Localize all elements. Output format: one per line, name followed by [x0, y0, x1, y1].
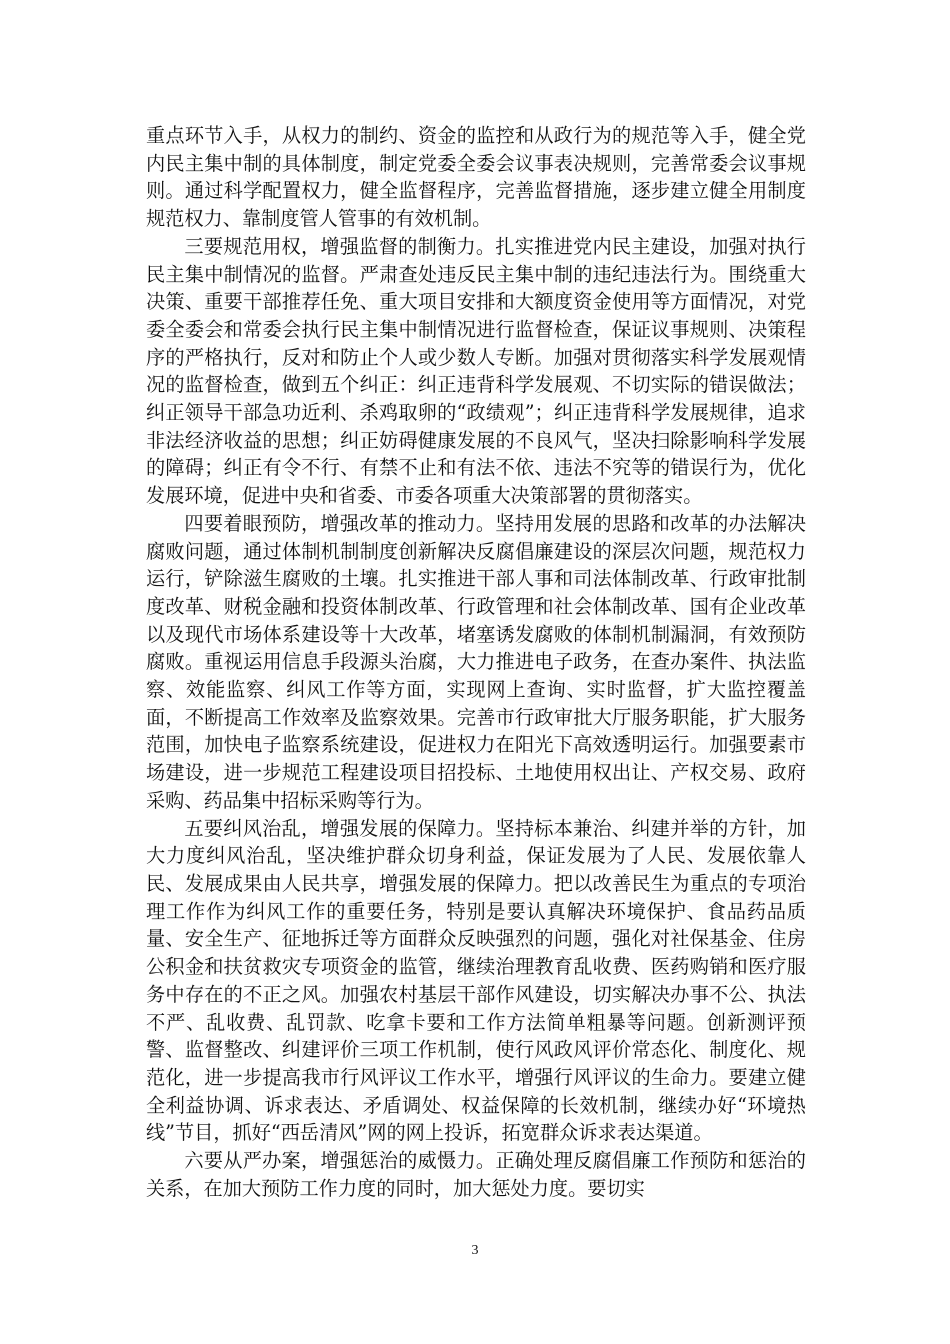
paragraph-regulate-power: 三要规范用权，增强监督的制衡力。扎实推进党内民主建设，加强对执行民主集中制情况的监督。严肃查处违反民主集中制的违纪违法行为。围绕重大决策、重要干部推荐任免、重大项目安排和大额度资金使用等方面情况，对党委全委会和常委会执行民主集中制情况进行监督检查，保证议事规则、决策程序的严格执行，反对和防止个人或少数人专断。加强对贯彻落实科学发展观情况的监督检查，做到五个纠正：纠正违背科学发展观、不切实际的错误做法；纠正领导干部急功近利、杀鸡取卵的“政绩观”；纠正违背科学发展规律，追求非法经济收益的思想；纠正妨碍健康发展的不良风气，坚决扫除影响科学发展的障碍；纠正有令不行、有禁不止和有法不依、违法不究等的错误行为，优化发展环境，促进中央和省委、市委各项重大决策部署的贯彻落实。 [146, 234, 806, 508]
paragraph-continuation: 重点环节入手，从权力的制约、资金的监控和从政行为的规范等入手，健全党内民主集中制的具体制度，制定党委全委会议事表决规则，完善常委会议事规则。通过科学配置权力，健全监督程序，完善监督措施，逐步建立健全用制度规范权力、靠制度管人管事的有效机制。 [146, 124, 806, 231]
document-body [146, 122, 806, 1202]
paragraph-strict-cases: 六要从严办案，增强惩治的威慑力。正确处理反腐倡廉工作预防和惩治的关系，在加大预防工作力度的同时，加大惩处力度。要切实 [146, 1149, 806, 1200]
paragraph-rectify-conduct: 五要纠风治乱，增强发展的保障力。坚持标本兼治、纠建并举的方针，加大力度纠风治乱，坚决维护群众切身利益，保证发展为了人民、发展依靠人民、发展成果由人民共享，增强发展的保障力。把以改善民生为重点的专项治理工作作为纠风工作的重要任务，特别是要认真解决环境保护、食品药品质量、安全生产、征地拆迁等方面群众反映强烈的问题，强化对社保基金、住房公积金和扶贫救灾专项资金的监管，继续治理教育乱收费、医药购销和医疗服务中存在的不正之风。加强农村基层干部作风建设，切实解决办事不公、执法不严、乱收费、乱罚款、吃拿卡要和工作方法简单粗暴等问题。创新测评预警、监督整改、纠建评价三项工作机制，使行风政风评价常态化、制度化、规范化，进一步提高我市行风评议工作水平，增强行风评议的生命力。要建立健全利益协调、诉求表达、矛盾调处、权益保障的长效机制，继续办好“环境热线”节目，抓好“西岳清风”网的网上投诉，拓宽群众诉求表达渠道。 [146, 816, 806, 1145]
paragraph-prevention-reform: 四要着眼预防，增强改革的推动力。坚持用发展的思路和改革的办法解决腐败问题，通过体制机制制度创新解决反腐倡廉建设的深层次问题，规范权力运行，铲除滋生腐败的土壤。扎实推进干部人事和司法体制改革、行政审批制度改革、财税金融和投资体制改革、行政管理和社会体制改革、国有企业改革以及现代市场体系建设等十大改革，堵塞诱发腐败的体制机制漏洞，有效预防腐败。重视运用信息手段源头治腐，大力推进电子政务，在查办案件、执法监察、效能监察、纠风工作等方面，实现网上查询、实时监督，扩大监控覆盖面，不断提高工作效率及监察效果。完善市行政审批大厅服务职能，扩大服务范围，加快电子监察系统建设，促进权力在阳光下高效透明运行。加强要素市场建设，进一步规范工程建设项目招投标、土地使用权出让、产权交易、政府采购、药品集中招标采购等行为。 [146, 511, 806, 812]
page-number: 3 [471, 1243, 479, 1258]
